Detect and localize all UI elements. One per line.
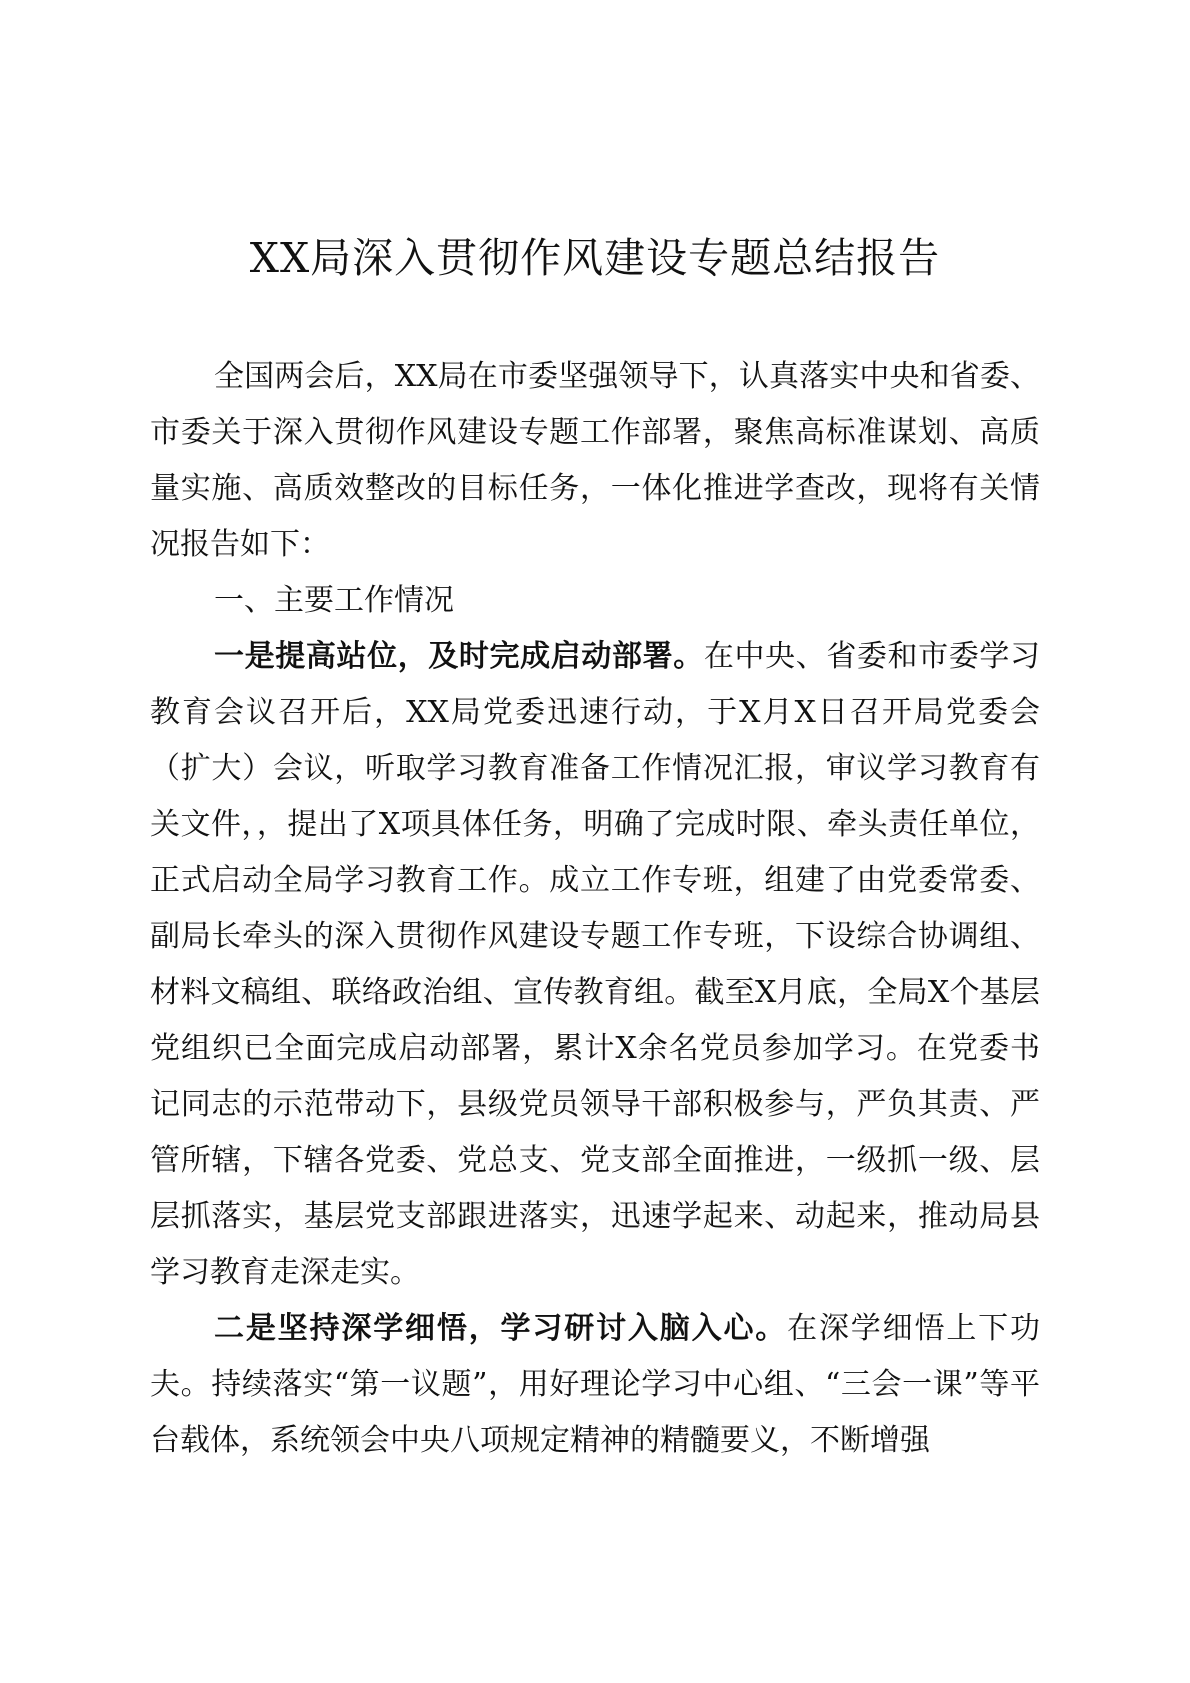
intro-paragraph: 全国两会后，XX局在市委坚强领导下，认真落实中央和省委、市委关于深入贯彻作风建设专题工作部署，聚焦高标准谋划、高质量实施、高质效整改的目标任务，一体化推进学查改，现将有关情况报告如下： — [150, 359, 1040, 562]
point-2-body: 在深学细悟上下功夫。持续落实“第一议题”，用好理论学习中心组、“三会一课”等平台载体，系统领会中央八项规定精神的精髓要义，不断增强 — [150, 1311, 1041, 1458]
point-2-paragraph — [150, 1301, 1040, 1469]
point-2-lead: 二是坚持深学细悟，学习研讨入脑入心。 — [214, 1311, 788, 1346]
point-1-body: 在中央、省委和市委学习教育会议召开后，XX局党委迅速行动，于X月X日召开局党委会（扩大）会议，听取学习教育准备工作情况汇报，审议学习教育有关文件，，提出了X项具体任务，明确了完成时限、牵头责任单位，正式启动全局学习教育工作。成立工作专班，组建了由党委常委、副局长牵头的深入贯彻作风建设专题工作专班，下设综合协调组、材料文稿组、联络政治组、宣传教育组。截至X月底，全局X个基层党组织已全面完成启动部署，累计X余名党员参加学习。在党委书记同志的示范带动下，县级党员领导干部积极参与，严负其责、严管所辖，下辖各党委、党总支、党支部全面推进，一级抓一级、层层抓落实，基层党支部跟进落实，迅速学起来、动起来，推动局县学习教育走深走实。 — [150, 639, 1041, 1290]
section-heading: 一、主要工作情况 — [214, 583, 454, 618]
document-body — [150, 349, 1040, 1469]
point-1-lead: 一是提高站位，及时完成启动部署。 — [214, 639, 704, 674]
point-1-paragraph — [150, 629, 1040, 1301]
document-title: XX局深入贯彻作风建设专题总结报告 — [249, 234, 941, 282]
